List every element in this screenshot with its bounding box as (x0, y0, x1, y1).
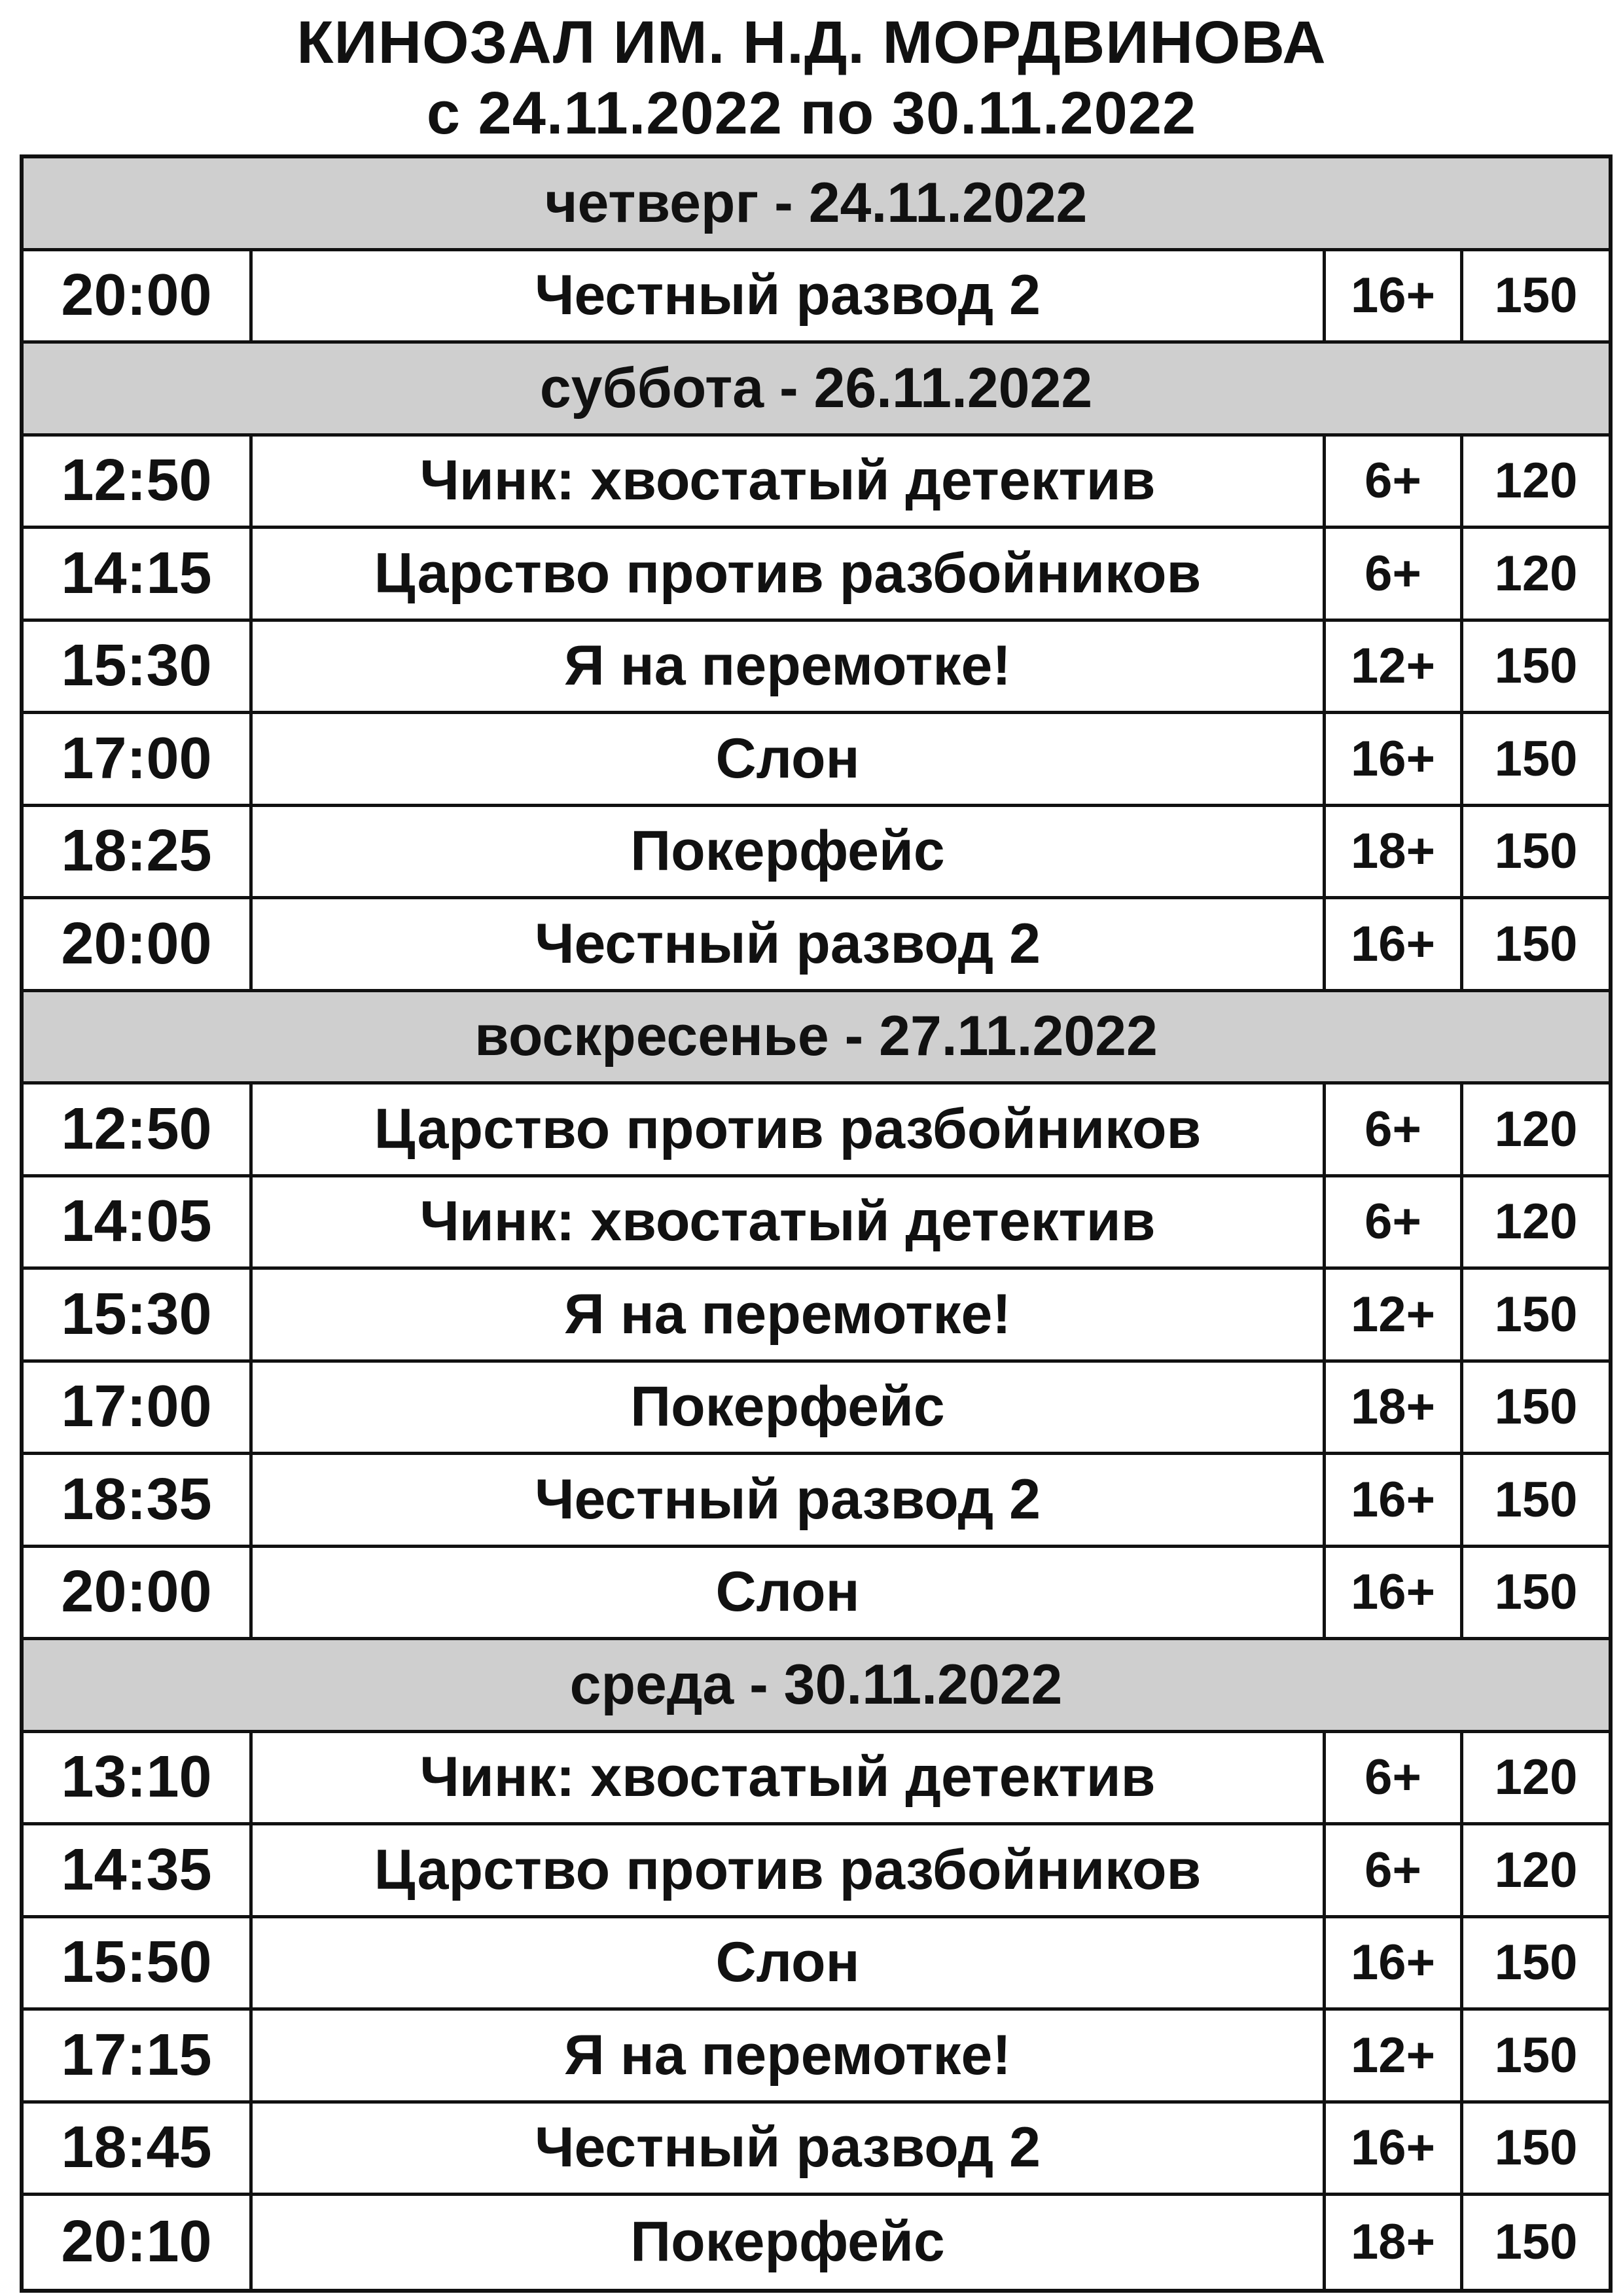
session-time: 20:00 (24, 899, 253, 989)
ticket-price: 150 (1494, 268, 1578, 324)
session-row (24, 1177, 1609, 1270)
session-time: 14:15 (24, 529, 253, 619)
session-row (24, 1455, 1609, 1548)
session-row (24, 2104, 1609, 2197)
ticket-price: 150 (1494, 638, 1578, 694)
session-row (24, 2196, 1609, 2289)
film-title: Покерфейс (253, 2196, 1326, 2289)
film-title: Слон (253, 1918, 1326, 2008)
ticket-price: 120 (1494, 1842, 1578, 1898)
ticket-price: 120 (1494, 1101, 1578, 1157)
age-rating: 12+ (1326, 622, 1463, 711)
film-title: Чинк: хвостатый детектив (253, 437, 1326, 526)
ticket-price: 120 (1494, 453, 1578, 509)
film-title: Царство против разбойников (253, 529, 1326, 619)
session-row (24, 1733, 1609, 1826)
session-time: 18:25 (24, 807, 253, 897)
session-time: 15:30 (24, 1270, 253, 1359)
ticket-price: 150 (1494, 1471, 1578, 1528)
film-title: Честный развод 2 (253, 2104, 1326, 2193)
session-row (24, 1918, 1609, 2011)
ticket-price: 120 (1494, 545, 1578, 601)
age-rating: 12+ (1326, 2011, 1463, 2100)
session-time: 12:50 (24, 1085, 253, 1174)
age-rating: 16+ (1326, 714, 1463, 804)
age-rating: 6+ (1326, 437, 1463, 526)
day-label: воскресенье - 27.11.2022 (474, 1005, 1158, 1068)
session-time: 18:45 (24, 2104, 253, 2193)
session-row (24, 807, 1609, 900)
film-title: Чинк: хвостатый детектив (253, 1177, 1326, 1267)
session-time: 20:00 (24, 251, 253, 341)
schedule-period: с 24.11.2022 по 30.11.2022 (426, 80, 1197, 147)
age-rating: 6+ (1326, 1825, 1463, 1915)
day-header (24, 344, 1609, 437)
film-title: Честный развод 2 (253, 1455, 1326, 1545)
session-row (24, 1363, 1609, 1456)
session-row (24, 251, 1609, 344)
film-title: Царство против разбойников (253, 1825, 1326, 1915)
age-rating: 6+ (1326, 529, 1463, 619)
age-rating: 16+ (1326, 2104, 1463, 2193)
age-rating: 18+ (1326, 1363, 1463, 1452)
session-time: 14:35 (24, 1825, 253, 1915)
session-row (24, 714, 1609, 807)
session-time: 15:30 (24, 622, 253, 711)
session-row (24, 1270, 1609, 1363)
film-title: Я на перемотке! (253, 622, 1326, 711)
age-rating: 18+ (1326, 2196, 1463, 2289)
session-time: 20:00 (24, 1548, 253, 1638)
session-row (24, 2011, 1609, 2104)
age-rating: 16+ (1326, 1455, 1463, 1545)
film-title: Я на перемотке! (253, 1270, 1326, 1359)
age-rating: 12+ (1326, 1270, 1463, 1359)
film-title: Покерфейс (253, 807, 1326, 897)
ticket-price: 150 (1494, 1286, 1578, 1342)
day-label: суббота - 26.11.2022 (539, 356, 1093, 420)
session-row (24, 1548, 1609, 1641)
ticket-price: 150 (1494, 2120, 1578, 2176)
ticket-price: 150 (1494, 2214, 1578, 2270)
film-title: Честный развод 2 (253, 899, 1326, 989)
session-time: 20:10 (24, 2196, 253, 2289)
age-rating: 18+ (1326, 807, 1463, 897)
session-row (24, 437, 1609, 529)
age-rating: 6+ (1326, 1085, 1463, 1174)
day-label: среда - 30.11.2022 (569, 1653, 1063, 1716)
film-title: Слон (253, 1548, 1326, 1638)
ticket-price: 150 (1494, 1935, 1578, 1991)
film-title: Я на перемотке! (253, 2011, 1326, 2100)
film-title: Царство против разбойников (253, 1085, 1326, 1174)
ticket-price: 120 (1494, 1749, 1578, 1806)
session-row (24, 622, 1609, 715)
ticket-price: 150 (1494, 2027, 1578, 2083)
ticket-price: 150 (1494, 823, 1578, 880)
schedule-table (20, 154, 1613, 2293)
session-time: 15:50 (24, 1918, 253, 2008)
day-label: четверг - 24.11.2022 (544, 171, 1088, 234)
day-header (24, 1640, 1609, 1733)
film-title: Чинк: хвостатый детектив (253, 1733, 1326, 1823)
film-title: Слон (253, 714, 1326, 804)
session-row (24, 1825, 1609, 1918)
age-rating: 6+ (1326, 1177, 1463, 1267)
session-row (24, 529, 1609, 622)
session-time: 17:15 (24, 2011, 253, 2100)
session-time: 17:00 (24, 714, 253, 804)
session-row (24, 899, 1609, 992)
session-time: 18:35 (24, 1455, 253, 1545)
ticket-price: 150 (1494, 916, 1578, 972)
age-rating: 16+ (1326, 899, 1463, 989)
ticket-price: 150 (1494, 730, 1578, 787)
session-row (24, 1085, 1609, 1177)
day-header (24, 992, 1609, 1085)
session-time: 17:00 (24, 1363, 253, 1452)
ticket-price: 120 (1494, 1194, 1578, 1250)
age-rating: 16+ (1326, 251, 1463, 341)
ticket-price: 150 (1494, 1379, 1578, 1435)
age-rating: 6+ (1326, 1733, 1463, 1823)
age-rating: 16+ (1326, 1918, 1463, 2008)
day-header (24, 158, 1609, 251)
session-time: 13:10 (24, 1733, 253, 1823)
ticket-price: 150 (1494, 1564, 1578, 1621)
age-rating: 16+ (1326, 1548, 1463, 1638)
film-title: Честный развод 2 (253, 251, 1326, 341)
page-title: КИНОЗАЛ ИМ. Н.Д. МОРДВИНОВА (296, 9, 1327, 76)
session-time: 14:05 (24, 1177, 253, 1267)
film-title: Покерфейс (253, 1363, 1326, 1452)
session-time: 12:50 (24, 437, 253, 526)
